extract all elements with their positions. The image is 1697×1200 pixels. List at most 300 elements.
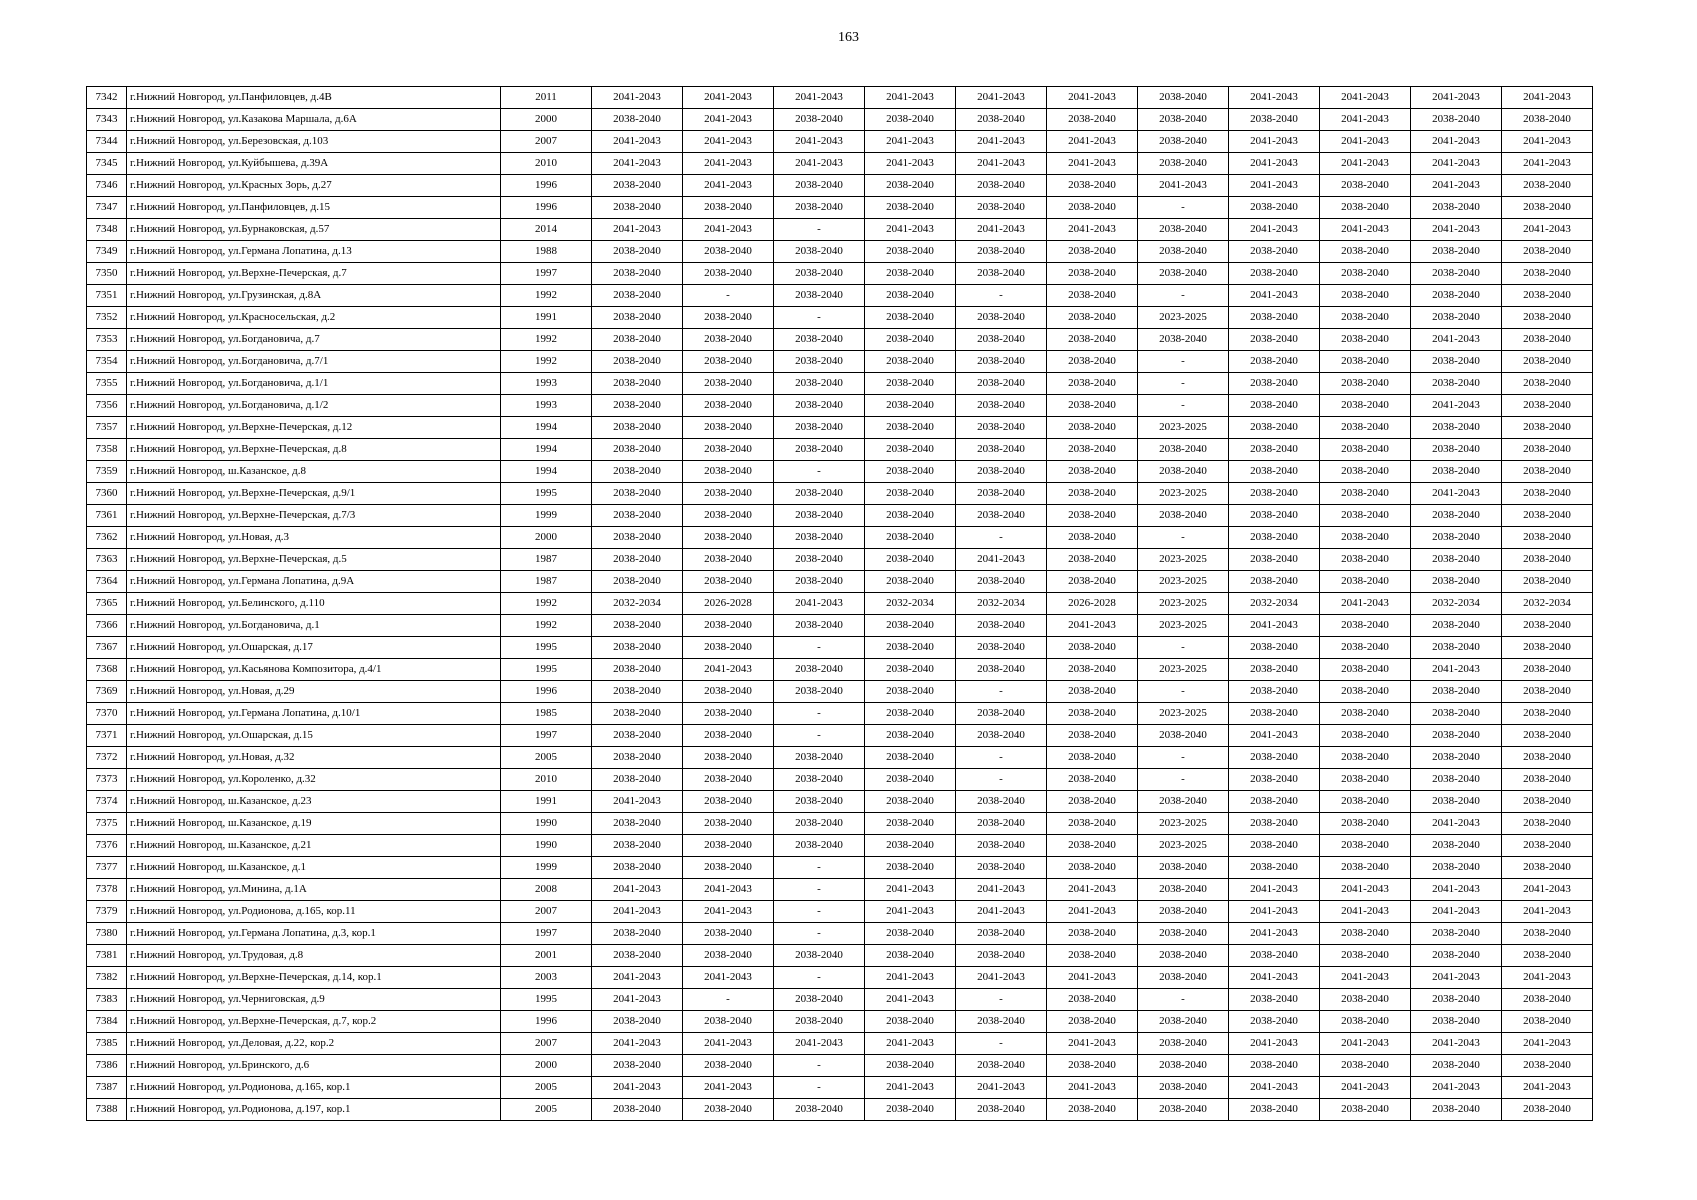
repair-period-cell: 2038-2040	[956, 439, 1047, 461]
repair-period-cell: 2038-2040	[1047, 571, 1138, 593]
repair-period-cell: 2038-2040	[592, 1055, 683, 1077]
repair-period-cell: 2038-2040	[1502, 725, 1593, 747]
repair-period-cell: 2038-2040	[1320, 791, 1411, 813]
table-row	[87, 1055, 1593, 1077]
table-row	[87, 109, 1593, 131]
row-number-cell: 7343	[87, 109, 127, 131]
repair-period-cell: 2041-2043	[683, 901, 774, 923]
repair-period-cell: 2038-2040	[1320, 615, 1411, 637]
repair-period-cell: 2041-2043	[1047, 967, 1138, 989]
repair-period-cell: 2041-2043	[1411, 131, 1502, 153]
repair-period-cell: 2038-2040	[1229, 483, 1320, 505]
construction-year-cell: 2014	[501, 219, 592, 241]
repair-period-cell: -	[956, 989, 1047, 1011]
repair-period-cell: 2023-2025	[1138, 307, 1229, 329]
repair-period-cell: 2038-2040	[683, 373, 774, 395]
repair-period-cell: 2032-2034	[956, 593, 1047, 615]
table-row	[87, 945, 1593, 967]
address-cell: г.Нижний Новгород, ул.Богдановича, д.1/1	[127, 373, 501, 395]
repair-period-cell: 2038-2040	[1411, 351, 1502, 373]
construction-year-cell: 2007	[501, 131, 592, 153]
repair-period-cell: 2038-2040	[1411, 1011, 1502, 1033]
repair-period-cell: 2038-2040	[956, 505, 1047, 527]
repair-period-cell: -	[774, 879, 865, 901]
row-number-cell: 7346	[87, 175, 127, 197]
repair-period-cell: 2038-2040	[1229, 197, 1320, 219]
address-cell: г.Нижний Новгород, ул.Казакова Маршала, д.6А	[127, 109, 501, 131]
construction-year-cell: 2003	[501, 967, 592, 989]
repair-period-cell: -	[774, 307, 865, 329]
repair-period-cell: 2038-2040	[1138, 439, 1229, 461]
repair-period-cell: 2041-2043	[683, 131, 774, 153]
repair-period-cell: 2038-2040	[683, 615, 774, 637]
repair-period-cell: 2038-2040	[1047, 857, 1138, 879]
repair-period-cell: 2038-2040	[1047, 1055, 1138, 1077]
repair-period-cell: 2038-2040	[774, 945, 865, 967]
row-number-cell: 7368	[87, 659, 127, 681]
repair-period-cell: 2038-2040	[865, 615, 956, 637]
row-number-cell: 7356	[87, 395, 127, 417]
repair-period-cell: 2038-2040	[683, 813, 774, 835]
row-number-cell: 7376	[87, 835, 127, 857]
repair-period-cell: 2038-2040	[1138, 109, 1229, 131]
repair-period-cell: 2038-2040	[592, 109, 683, 131]
repair-period-cell: 2038-2040	[956, 241, 1047, 263]
repair-period-cell: 2038-2040	[1411, 461, 1502, 483]
repair-period-cell: 2038-2040	[1502, 637, 1593, 659]
repair-period-cell: 2038-2040	[1411, 263, 1502, 285]
repair-period-cell: 2038-2040	[1229, 351, 1320, 373]
repair-period-cell: 2041-2043	[1411, 153, 1502, 175]
table-row	[87, 659, 1593, 681]
repair-period-cell: 2038-2040	[1229, 505, 1320, 527]
repair-period-cell: 2038-2040	[1411, 681, 1502, 703]
address-cell: г.Нижний Новгород, ул.Богдановича, д.1/2	[127, 395, 501, 417]
repair-period-cell: 2032-2034	[865, 593, 956, 615]
repair-period-cell: 2038-2040	[1320, 1099, 1411, 1121]
repair-period-cell: 2041-2043	[1320, 219, 1411, 241]
repair-period-cell: 2038-2040	[1047, 505, 1138, 527]
repair-period-cell: 2038-2040	[865, 439, 956, 461]
repair-period-cell: 2038-2040	[683, 857, 774, 879]
repair-period-cell: 2038-2040	[592, 857, 683, 879]
repair-period-cell: 2038-2040	[956, 263, 1047, 285]
repair-period-cell: -	[774, 901, 865, 923]
construction-year-cell: 2000	[501, 1055, 592, 1077]
address-cell: г.Нижний Новгород, ул.Богдановича, д.7	[127, 329, 501, 351]
repair-period-cell: 2038-2040	[1047, 175, 1138, 197]
table-row	[87, 439, 1593, 461]
repair-period-cell: 2041-2043	[1320, 131, 1411, 153]
row-number-cell: 7384	[87, 1011, 127, 1033]
repair-period-cell: -	[774, 219, 865, 241]
repair-period-cell: 2038-2040	[1502, 109, 1593, 131]
repair-period-cell: 2041-2043	[1502, 131, 1593, 153]
repair-period-cell: 2041-2043	[1229, 615, 1320, 637]
repair-period-cell: 2038-2040	[865, 1011, 956, 1033]
repair-period-cell: 2041-2043	[1502, 219, 1593, 241]
repair-period-cell: 2038-2040	[1047, 307, 1138, 329]
repair-period-cell: 2038-2040	[1229, 571, 1320, 593]
repair-period-cell: 2041-2043	[1411, 659, 1502, 681]
repair-period-cell: 2038-2040	[774, 571, 865, 593]
row-number-cell: 7364	[87, 571, 127, 593]
repair-period-cell: 2038-2040	[1411, 923, 1502, 945]
repair-period-cell: 2038-2040	[1047, 747, 1138, 769]
repair-period-cell: -	[1138, 197, 1229, 219]
construction-year-cell: 1994	[501, 439, 592, 461]
repair-period-cell: 2038-2040	[683, 395, 774, 417]
repair-period-cell: 2041-2043	[774, 153, 865, 175]
repair-period-cell: 2038-2040	[865, 373, 956, 395]
row-number-cell: 7377	[87, 857, 127, 879]
repair-period-cell: 2041-2043	[1047, 131, 1138, 153]
repair-period-cell: 2038-2040	[1229, 1099, 1320, 1121]
repair-period-cell: 2038-2040	[774, 263, 865, 285]
repair-period-cell: 2038-2040	[1229, 637, 1320, 659]
construction-year-cell: 1996	[501, 1011, 592, 1033]
address-cell: г.Нижний Новгород, ул.Бурнаковская, д.57	[127, 219, 501, 241]
repair-period-cell: 2038-2040	[774, 373, 865, 395]
table-row	[87, 1011, 1593, 1033]
table-row	[87, 527, 1593, 549]
repair-period-cell: 2026-2028	[683, 593, 774, 615]
repair-period-cell: 2038-2040	[1502, 615, 1593, 637]
repair-period-cell: 2041-2043	[1229, 1033, 1320, 1055]
table-row	[87, 175, 1593, 197]
address-cell: г.Нижний Новгород, ул.Касьянова Композитора, д.4/1	[127, 659, 501, 681]
repair-period-cell: 2038-2040	[683, 1055, 774, 1077]
repair-period-cell: 2041-2043	[865, 1077, 956, 1099]
repair-period-cell: 2038-2040	[1229, 659, 1320, 681]
repair-period-cell: 2041-2043	[592, 901, 683, 923]
repair-period-cell: 2038-2040	[956, 571, 1047, 593]
row-number-cell: 7358	[87, 439, 127, 461]
row-number-cell: 7360	[87, 483, 127, 505]
row-number-cell: 7375	[87, 813, 127, 835]
repair-period-cell: 2038-2040	[1047, 923, 1138, 945]
repair-period-cell: 2038-2040	[956, 109, 1047, 131]
repair-period-cell: 2038-2040	[956, 725, 1047, 747]
repair-period-cell: 2038-2040	[1502, 769, 1593, 791]
repair-period-cell: 2038-2040	[1502, 395, 1593, 417]
repair-period-cell: -	[956, 769, 1047, 791]
repair-period-cell: 2038-2040	[1229, 681, 1320, 703]
table-row	[87, 1099, 1593, 1121]
repair-period-cell: 2041-2043	[1320, 901, 1411, 923]
construction-year-cell: 2010	[501, 769, 592, 791]
repair-period-cell: 2041-2043	[1411, 329, 1502, 351]
table-row	[87, 813, 1593, 835]
address-cell: г.Нижний Новгород, ул.Верхне-Печерская, д.7/3	[127, 505, 501, 527]
repair-period-cell: 2038-2040	[1138, 153, 1229, 175]
repair-period-cell: 2038-2040	[956, 483, 1047, 505]
repair-period-cell: 2038-2040	[956, 175, 1047, 197]
table-row	[87, 285, 1593, 307]
repair-period-cell: 2038-2040	[956, 791, 1047, 813]
repair-period-cell: 2041-2043	[1047, 901, 1138, 923]
repair-period-cell: 2038-2040	[683, 1011, 774, 1033]
address-cell: г.Нижний Новгород, ул.Родионова, д.165, кор.1	[127, 1077, 501, 1099]
repair-period-cell: 2038-2040	[1047, 703, 1138, 725]
table-row	[87, 879, 1593, 901]
repair-period-cell: 2038-2040	[1502, 1099, 1593, 1121]
repair-period-cell: 2038-2040	[1502, 263, 1593, 285]
repair-period-cell: 2038-2040	[592, 769, 683, 791]
repair-period-cell: 2041-2043	[956, 549, 1047, 571]
repair-period-cell: 2038-2040	[1320, 813, 1411, 835]
repair-period-cell: 2038-2040	[774, 483, 865, 505]
repair-period-cell: 2041-2043	[865, 153, 956, 175]
repair-period-cell: 2038-2040	[865, 571, 956, 593]
repair-period-cell: 2038-2040	[1138, 1033, 1229, 1055]
row-number-cell: 7370	[87, 703, 127, 725]
repair-period-cell: 2041-2043	[1502, 901, 1593, 923]
repair-period-cell: 2041-2043	[592, 967, 683, 989]
repair-period-cell: 2038-2040	[1411, 1055, 1502, 1077]
repair-period-cell: 2038-2040	[1047, 1011, 1138, 1033]
construction-year-cell: 2005	[501, 747, 592, 769]
repair-period-cell: 2041-2043	[1320, 1033, 1411, 1055]
repair-period-cell: 2041-2043	[1411, 901, 1502, 923]
repair-period-cell: 2038-2040	[865, 681, 956, 703]
repair-period-cell: 2038-2040	[774, 747, 865, 769]
construction-year-cell: 1987	[501, 571, 592, 593]
row-number-cell: 7353	[87, 329, 127, 351]
repair-period-cell: 2038-2040	[592, 395, 683, 417]
repair-period-cell: 2038-2040	[592, 329, 683, 351]
repair-period-cell: 2038-2040	[683, 461, 774, 483]
repair-period-cell: 2038-2040	[1320, 307, 1411, 329]
repair-period-cell: 2041-2043	[956, 153, 1047, 175]
repair-period-cell: 2038-2040	[1502, 417, 1593, 439]
repair-period-cell: 2041-2043	[683, 967, 774, 989]
repair-period-cell: 2038-2040	[1411, 549, 1502, 571]
repair-period-cell: 2038-2040	[1047, 791, 1138, 813]
repair-period-cell: 2041-2043	[1229, 901, 1320, 923]
repair-period-cell: -	[1138, 747, 1229, 769]
building-repair-schedule-table	[86, 86, 1593, 1121]
construction-year-cell: 1993	[501, 395, 592, 417]
repair-period-cell: 2038-2040	[956, 1011, 1047, 1033]
repair-period-cell: 2038-2040	[1229, 373, 1320, 395]
table-row	[87, 615, 1593, 637]
repair-period-cell: 2038-2040	[1138, 263, 1229, 285]
repair-period-cell: 2041-2043	[1411, 813, 1502, 835]
repair-period-cell: 2038-2040	[1229, 1055, 1320, 1077]
repair-period-cell: 2041-2043	[865, 879, 956, 901]
table-row	[87, 1033, 1593, 1055]
repair-period-cell: 2041-2043	[1229, 153, 1320, 175]
repair-period-cell: 2038-2040	[1502, 461, 1593, 483]
repair-period-cell: 2041-2043	[1502, 879, 1593, 901]
repair-period-cell: 2038-2040	[1411, 703, 1502, 725]
construction-year-cell: 1997	[501, 725, 592, 747]
repair-period-cell: 2038-2040	[1411, 109, 1502, 131]
repair-period-cell: 2038-2040	[1502, 307, 1593, 329]
repair-period-cell: 2023-2025	[1138, 813, 1229, 835]
repair-period-cell: 2023-2025	[1138, 549, 1229, 571]
repair-period-cell: 2038-2040	[1320, 549, 1411, 571]
repair-period-cell: 2041-2043	[865, 989, 956, 1011]
repair-period-cell: 2038-2040	[683, 483, 774, 505]
row-number-cell: 7369	[87, 681, 127, 703]
repair-period-cell: 2038-2040	[1411, 527, 1502, 549]
repair-period-cell: 2038-2040	[865, 703, 956, 725]
construction-year-cell: 2010	[501, 153, 592, 175]
address-cell: г.Нижний Новгород, ул.Трудовая, д.8	[127, 945, 501, 967]
repair-period-cell: 2038-2040	[1047, 263, 1138, 285]
table-row	[87, 351, 1593, 373]
repair-period-cell: 2038-2040	[1502, 923, 1593, 945]
repair-period-cell: -	[956, 527, 1047, 549]
repair-period-cell: 2038-2040	[592, 945, 683, 967]
repair-period-cell: 2038-2040	[865, 1099, 956, 1121]
address-cell: г.Нижний Новгород, ул.Грузинская, д.8А	[127, 285, 501, 307]
repair-period-cell: 2038-2040	[1502, 197, 1593, 219]
repair-period-cell: 2038-2040	[1047, 549, 1138, 571]
table-row	[87, 681, 1593, 703]
row-number-cell: 7373	[87, 769, 127, 791]
repair-period-cell: 2041-2043	[1047, 879, 1138, 901]
repair-period-cell: 2038-2040	[774, 1099, 865, 1121]
repair-period-cell: 2038-2040	[683, 197, 774, 219]
repair-period-cell: 2038-2040	[1411, 571, 1502, 593]
repair-period-cell: 2038-2040	[865, 637, 956, 659]
repair-period-cell: 2038-2040	[956, 329, 1047, 351]
repair-period-cell: 2041-2043	[1411, 967, 1502, 989]
repair-period-cell: 2041-2043	[592, 989, 683, 1011]
repair-period-cell: 2038-2040	[683, 329, 774, 351]
repair-period-cell: 2041-2043	[1411, 395, 1502, 417]
repair-period-cell: 2038-2040	[774, 109, 865, 131]
repair-period-cell: 2032-2034	[1411, 593, 1502, 615]
repair-period-cell: 2038-2040	[1138, 1055, 1229, 1077]
repair-period-cell: 2041-2043	[1320, 879, 1411, 901]
repair-period-cell: 2038-2040	[1047, 835, 1138, 857]
row-number-cell: 7381	[87, 945, 127, 967]
construction-year-cell: 1997	[501, 263, 592, 285]
repair-period-cell: 2023-2025	[1138, 417, 1229, 439]
repair-period-cell: 2038-2040	[865, 197, 956, 219]
repair-period-cell: 2038-2040	[865, 527, 956, 549]
repair-period-cell: 2038-2040	[956, 197, 1047, 219]
address-cell: г.Нижний Новгород, ул.Родионова, д.197, кор.1	[127, 1099, 501, 1121]
repair-period-cell: 2041-2043	[1411, 1033, 1502, 1055]
repair-period-cell: 2038-2040	[1411, 725, 1502, 747]
repair-period-cell: 2038-2040	[774, 417, 865, 439]
repair-period-cell: 2038-2040	[1138, 967, 1229, 989]
address-cell: г.Нижний Новгород, ул.Бринского, д.6	[127, 1055, 501, 1077]
row-number-cell: 7347	[87, 197, 127, 219]
repair-period-cell: 2038-2040	[865, 791, 956, 813]
repair-period-cell: 2041-2043	[592, 153, 683, 175]
repair-period-cell: -	[1138, 351, 1229, 373]
repair-period-cell: 2038-2040	[683, 725, 774, 747]
table-row	[87, 373, 1593, 395]
table-row	[87, 307, 1593, 329]
repair-period-cell: 2023-2025	[1138, 659, 1229, 681]
repair-period-cell: 2038-2040	[956, 637, 1047, 659]
table-row	[87, 571, 1593, 593]
repair-period-cell: 2038-2040	[1138, 791, 1229, 813]
repair-period-cell: 2038-2040	[1229, 747, 1320, 769]
repair-period-cell: 2038-2040	[592, 351, 683, 373]
repair-period-cell: -	[956, 747, 1047, 769]
repair-period-cell: 2038-2040	[774, 549, 865, 571]
repair-period-cell: 2023-2025	[1138, 703, 1229, 725]
repair-period-cell: 2038-2040	[1229, 989, 1320, 1011]
construction-year-cell: 2001	[501, 945, 592, 967]
repair-period-cell: 2023-2025	[1138, 835, 1229, 857]
repair-period-cell: 2041-2043	[1411, 87, 1502, 109]
row-number-cell: 7352	[87, 307, 127, 329]
repair-period-cell: -	[774, 923, 865, 945]
repair-period-cell: 2038-2040	[1047, 769, 1138, 791]
repair-period-cell: 2038-2040	[683, 571, 774, 593]
repair-period-cell: 2038-2040	[592, 527, 683, 549]
repair-period-cell: 2041-2043	[865, 967, 956, 989]
row-number-cell: 7365	[87, 593, 127, 615]
repair-period-cell: 2038-2040	[1138, 131, 1229, 153]
repair-period-cell: 2038-2040	[1411, 505, 1502, 527]
repair-period-cell: 2038-2040	[1411, 791, 1502, 813]
repair-period-cell: 2038-2040	[865, 725, 956, 747]
repair-period-cell: 2038-2040	[683, 527, 774, 549]
address-cell: г.Нижний Новгород, ул.Богдановича, д.1	[127, 615, 501, 637]
repair-period-cell: 2041-2043	[683, 87, 774, 109]
construction-year-cell: 1994	[501, 417, 592, 439]
repair-period-cell: 2038-2040	[1138, 505, 1229, 527]
repair-period-cell: 2038-2040	[1229, 329, 1320, 351]
repair-period-cell: 2038-2040	[1047, 197, 1138, 219]
repair-period-cell: -	[774, 637, 865, 659]
repair-period-cell: 2038-2040	[1320, 461, 1411, 483]
repair-period-cell: 2038-2040	[1502, 505, 1593, 527]
repair-period-cell: 2038-2040	[1047, 109, 1138, 131]
address-cell: г.Нижний Новгород, ул.Куйбышева, д.39А	[127, 153, 501, 175]
repair-period-cell: 2041-2043	[1320, 153, 1411, 175]
repair-period-cell: 2038-2040	[592, 263, 683, 285]
repair-period-cell: 2038-2040	[1320, 373, 1411, 395]
repair-period-cell: 2038-2040	[1229, 791, 1320, 813]
repair-period-cell: 2038-2040	[1047, 417, 1138, 439]
repair-period-cell: 2038-2040	[592, 175, 683, 197]
repair-period-cell: 2038-2040	[774, 659, 865, 681]
repair-period-cell: 2041-2043	[592, 879, 683, 901]
table-row	[87, 461, 1593, 483]
repair-period-cell: 2038-2040	[1411, 637, 1502, 659]
repair-period-cell: -	[1138, 637, 1229, 659]
repair-period-cell: 2038-2040	[683, 241, 774, 263]
row-number-cell: 7348	[87, 219, 127, 241]
repair-period-cell: 2038-2040	[1502, 835, 1593, 857]
repair-period-cell: 2038-2040	[774, 989, 865, 1011]
table-row	[87, 197, 1593, 219]
address-cell: г.Нижний Новгород, ш.Казанское, д.21	[127, 835, 501, 857]
repair-period-cell: 2041-2043	[1502, 87, 1593, 109]
repair-period-cell: 2038-2040	[865, 417, 956, 439]
repair-period-cell: 2038-2040	[683, 263, 774, 285]
repair-period-cell: 2038-2040	[1229, 549, 1320, 571]
repair-period-cell: 2038-2040	[1229, 857, 1320, 879]
repair-period-cell: 2038-2040	[865, 285, 956, 307]
repair-period-cell: 2038-2040	[1320, 681, 1411, 703]
repair-period-cell: 2038-2040	[865, 351, 956, 373]
construction-year-cell: 1992	[501, 593, 592, 615]
construction-year-cell: 1992	[501, 285, 592, 307]
repair-period-cell: 2038-2040	[1502, 1011, 1593, 1033]
